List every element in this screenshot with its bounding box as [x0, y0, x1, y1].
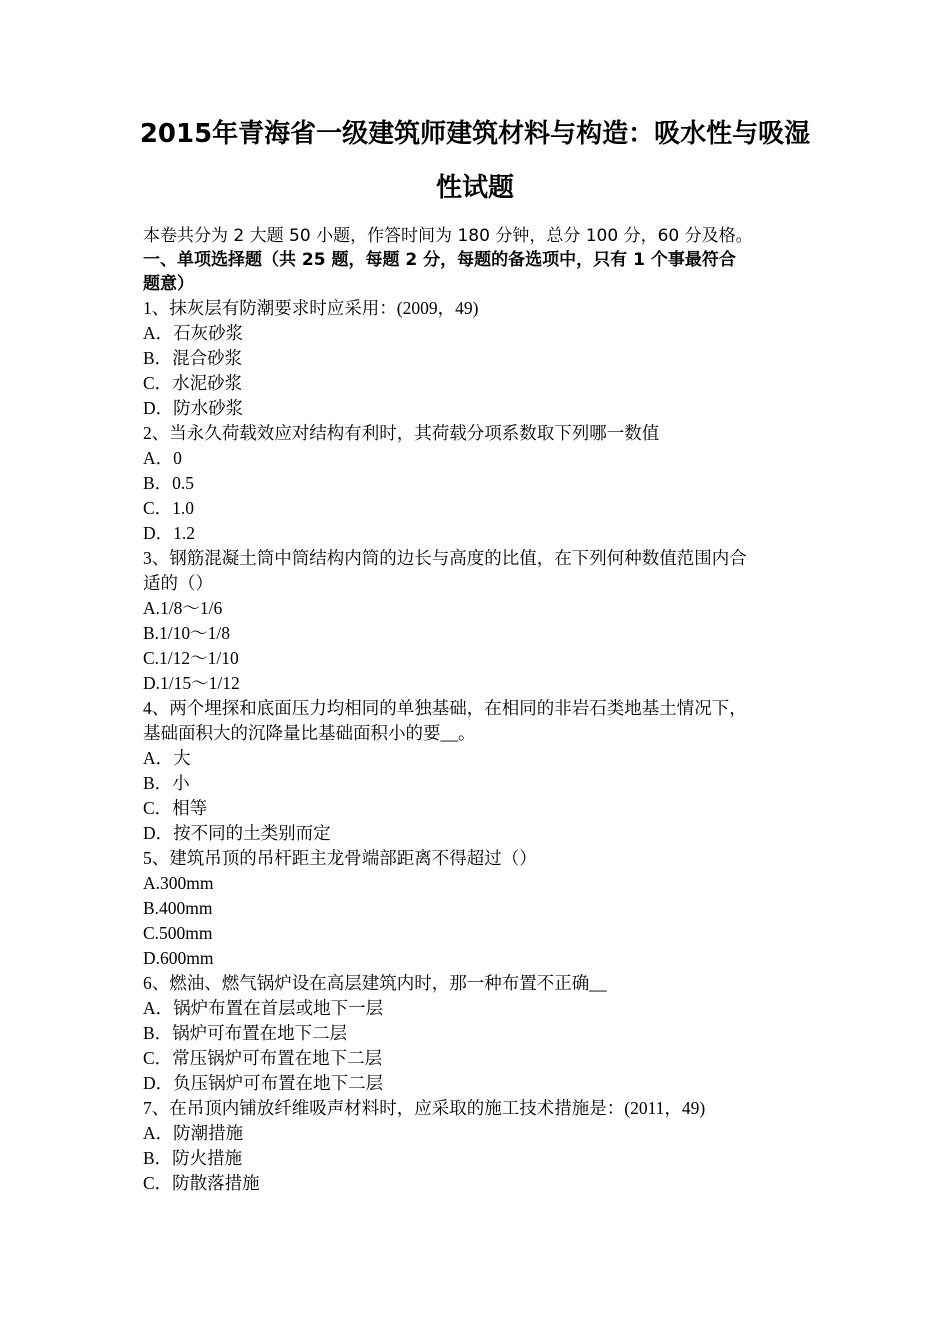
option-a: A．防潮措施 [143, 1123, 244, 1143]
question-list [143, 296, 823, 1196]
question-1 [143, 296, 823, 421]
question-stem: 5、建筑吊顶的吊杆距主龙骨端部距离不得超过（） [143, 848, 537, 868]
question-stem-line1: 3、钢筋混凝土筒中筒结构内筒的边长与高度的比值，在下列何种数值范围内合 [143, 548, 747, 568]
option-d: D．1.2 [143, 523, 196, 543]
question-4 [143, 696, 823, 846]
question-stem: 2、当永久荷载效应对结构有利时，其荷载分项系数取下列哪一数值 [143, 423, 660, 443]
option-a: A．大 [143, 748, 191, 768]
question-2 [143, 421, 823, 546]
question-stem: 1、抹灰层有防潮要求时应采用：(2009，49) [143, 298, 479, 318]
option-c: C．水泥砂浆 [143, 373, 243, 393]
question-stem: 7、在吊顶内铺放纤维吸声材料时，应采取的施工技术措施是：(2011，49) [143, 1098, 706, 1118]
option-b: B．锅炉可布置在地下二层 [143, 1023, 348, 1043]
question-stem: 6、燃油、燃气锅炉设在高层建筑内时，那一种布置不正确__ [143, 973, 607, 993]
section-heading-line2: 题意） [143, 274, 194, 294]
option-b: B．小 [143, 773, 190, 793]
option-c: C．1.0 [143, 498, 195, 518]
option-a: A．锅炉布置在首层或地下一层 [143, 998, 384, 1018]
option-d: D．负压锅炉可布置在地下二层 [143, 1073, 384, 1093]
option-c: C.500mm [143, 923, 213, 943]
option-a: A.300mm [143, 873, 214, 893]
question-stem-line1: 4、两个埋探和底面压力均相同的单独基础，在相同的非岩石类地基土情况下， [143, 698, 747, 718]
exam-summary: 本卷共分为 2 大题 50 小题，作答时间为 180 分钟，总分 100 分，60 分及格。 [143, 226, 753, 246]
question-stem-line2: 基础面积大的沉降量比基础面积小的要__。 [143, 723, 476, 743]
question-7 [143, 1096, 823, 1196]
option-a: A．石灰砂浆 [143, 323, 244, 343]
option-b: B．防火措施 [143, 1148, 243, 1168]
option-b: B．混合砂浆 [143, 348, 243, 368]
option-c: C.1/12～1/10 [143, 648, 239, 668]
option-d: D．防水砂浆 [143, 398, 244, 418]
option-c: C．相等 [143, 798, 208, 818]
option-d: D.1/15～1/12 [143, 673, 240, 693]
option-b: B．0.5 [143, 473, 195, 493]
option-c: C．防散落措施 [143, 1173, 260, 1193]
option-d: D．按不同的土类别而定 [143, 823, 331, 843]
option-b: B.1/10～1/8 [143, 623, 231, 643]
document-title-line2: 性试题 [435, 173, 514, 203]
question-6 [143, 971, 823, 1096]
option-a: A．0 [143, 448, 182, 468]
option-a: A.1/8～1/6 [143, 598, 223, 618]
document-title-line1: 2015年青海省一级建筑师建筑材料与构造：吸水性与吸湿 [139, 119, 811, 149]
option-b: B.400mm [143, 898, 213, 918]
question-stem-line2: 适的（） [143, 573, 213, 593]
question-5 [143, 846, 823, 971]
question-3 [143, 546, 823, 696]
option-c: C．常压锅炉可布置在地下二层 [143, 1048, 383, 1068]
option-d: D.600mm [143, 948, 214, 968]
exam-intro [143, 224, 823, 296]
section-heading-line1: 一、单项选择题（共 25 题，每题 2 分，每题的备选项中，只有 1 个事最符合 [143, 250, 736, 270]
